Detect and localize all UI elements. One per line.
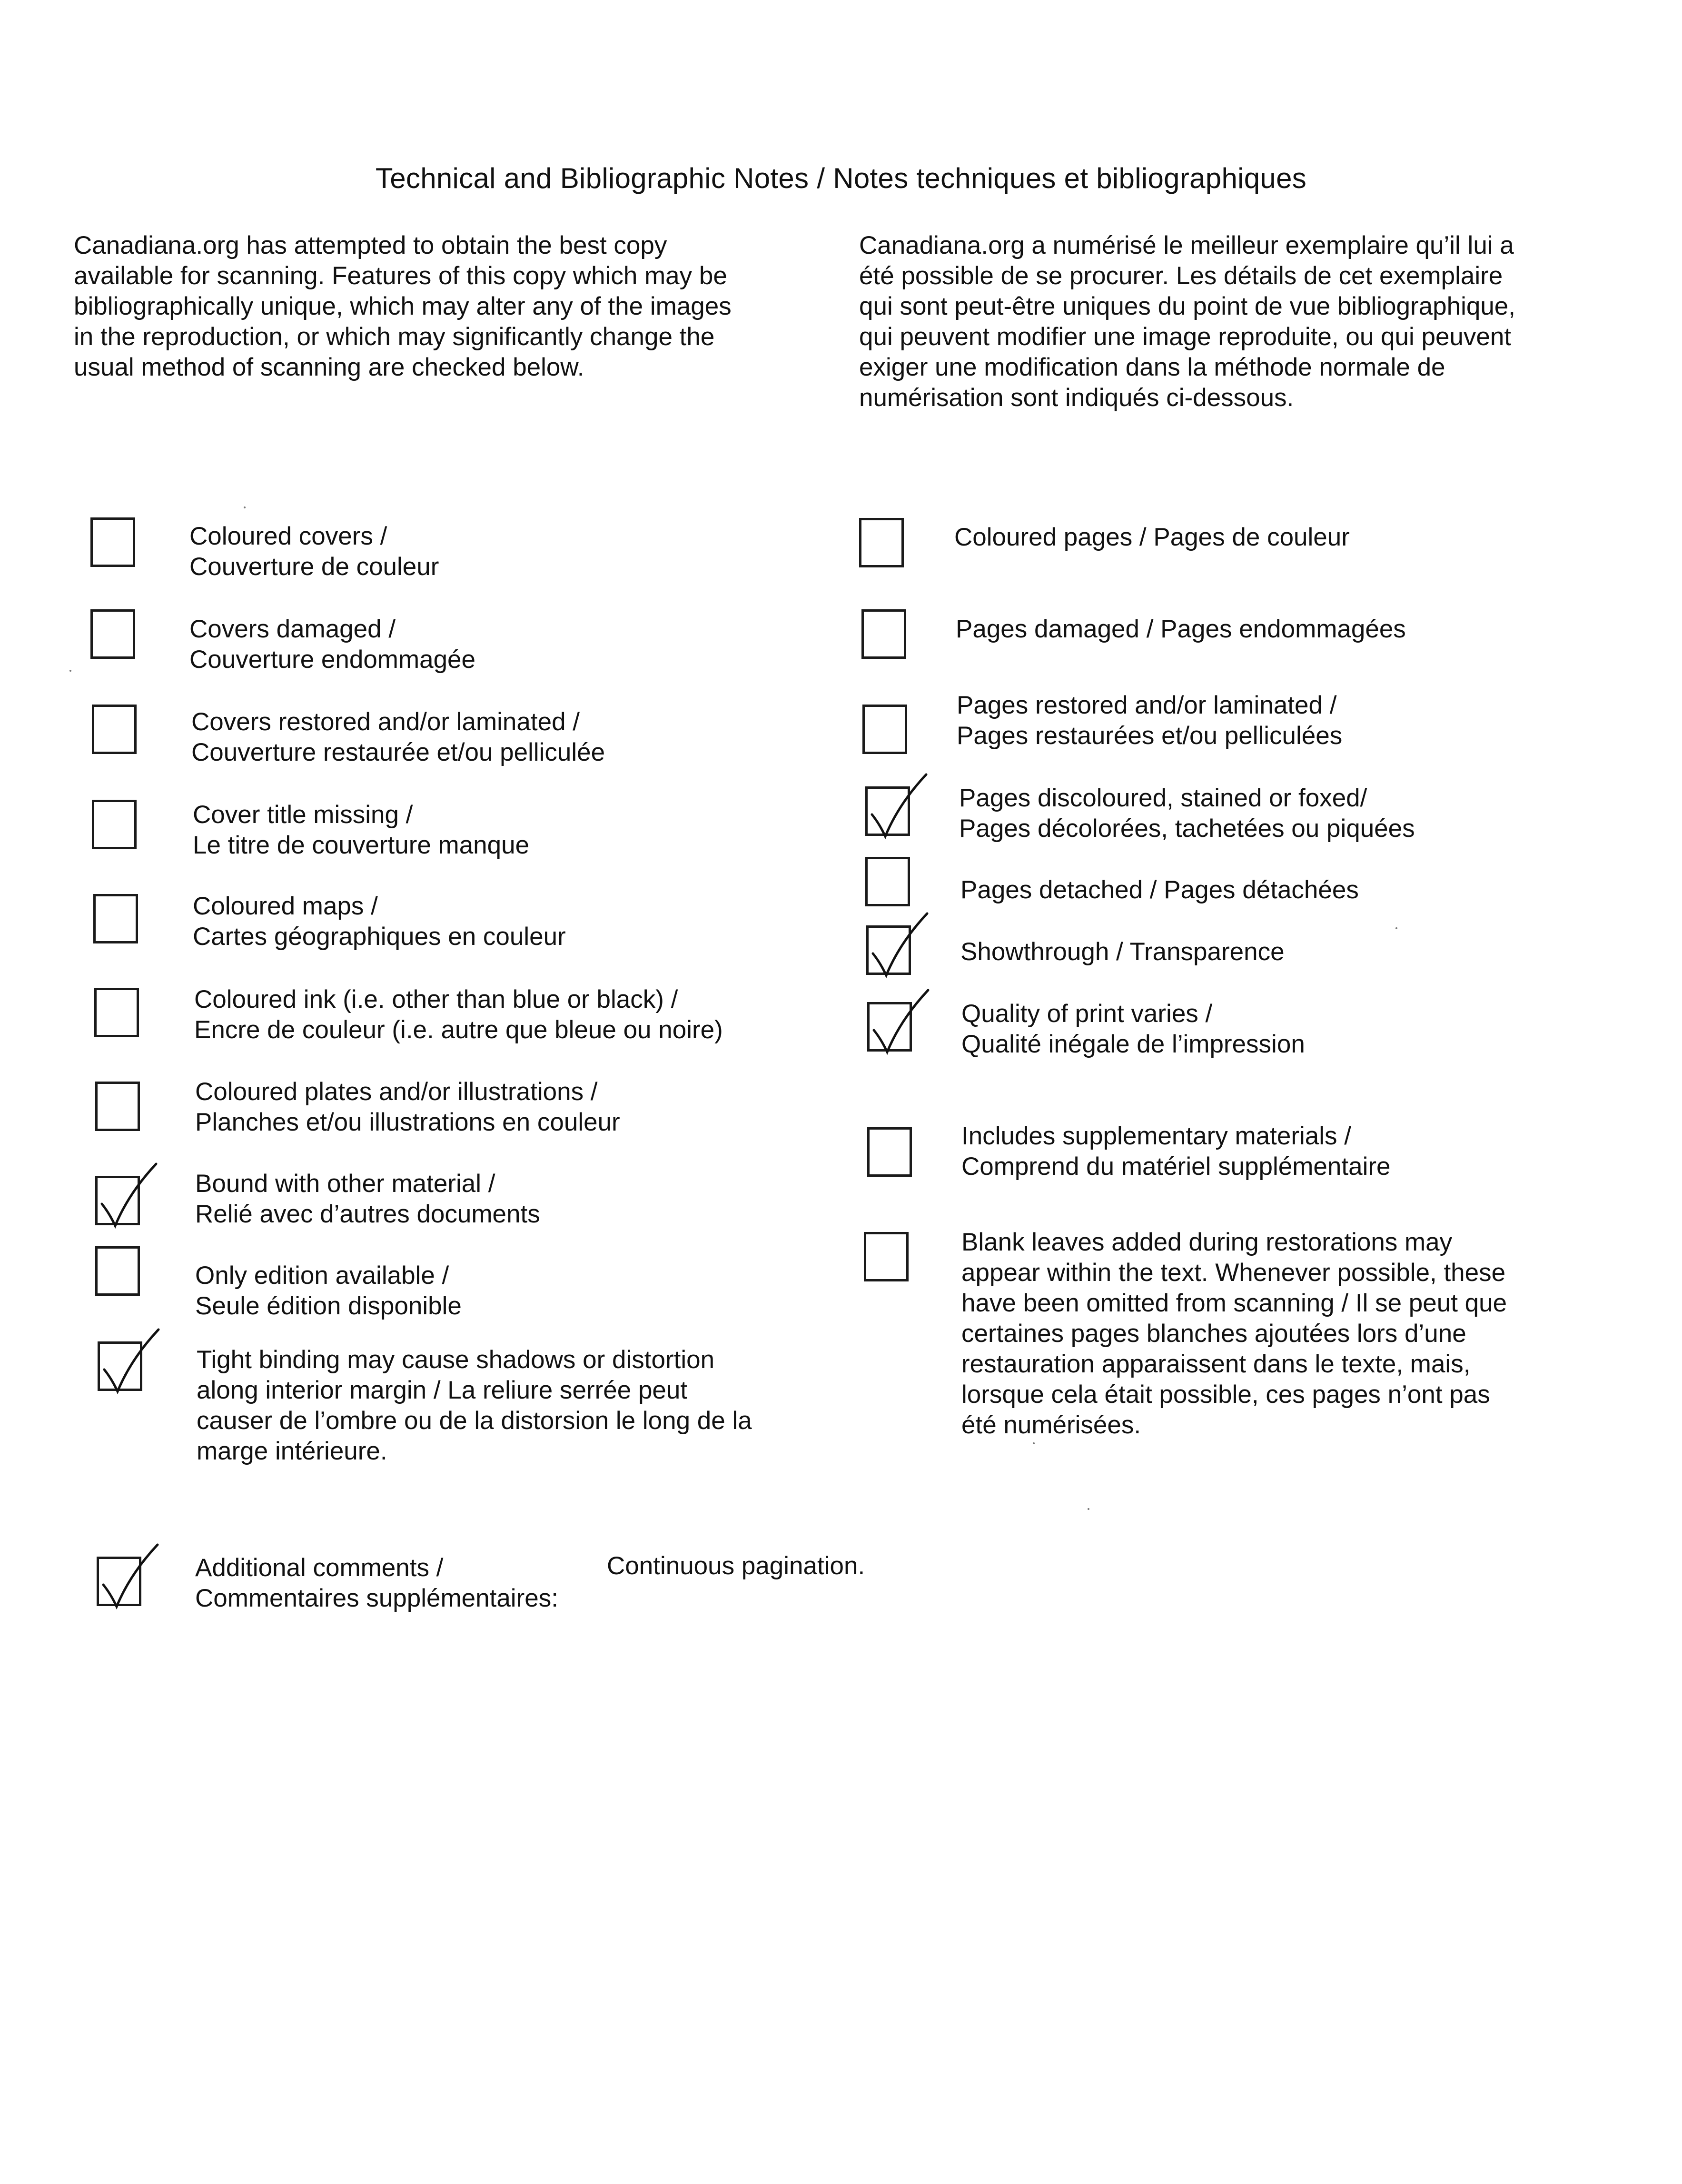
checklist-label-line: Couverture endommagée (189, 645, 476, 674)
intro-french-line: Canadiana.org a numérisé le meilleur exemplaire qu’il lui a (859, 231, 1514, 259)
checklist-label-line: Includes supplementary materials / (961, 1122, 1351, 1150)
right-checklist-label (956, 614, 1406, 645)
checklist-label-line: restauration apparaissent dans le texte, mais, (961, 1350, 1471, 1378)
left-checklist-label (189, 614, 475, 675)
intro-french-line: été possible de se procurer. Les détails de cet exemplaire (859, 262, 1503, 290)
checklist-label-line: Cover title missing / (193, 801, 413, 829)
checkmark-icon (97, 1541, 163, 1612)
checklist-label-line: Seule édition disponible (195, 1292, 462, 1320)
left-checklist-label (197, 1345, 752, 1467)
right-checkbox[interactable] (866, 925, 911, 975)
scan-speck (1395, 927, 1397, 929)
right-checkbox[interactable] (861, 609, 906, 659)
scan-speck (1088, 1508, 1089, 1510)
checkmark-stroke (873, 913, 927, 975)
right-checklist-label (960, 875, 1359, 905)
checklist-label-line: Encre de couleur (i.e. autre que bleue ou noire) (194, 1016, 723, 1044)
checklist-label-line: Pages discoloured, stained or foxed/ (959, 784, 1367, 812)
right-checkbox[interactable] (865, 857, 910, 906)
checklist-label-line: Couverture de couleur (189, 553, 439, 581)
checklist-label-line: Bound with other material / (195, 1170, 495, 1198)
left-checkbox[interactable] (95, 1176, 140, 1225)
checkmark-icon (866, 910, 933, 981)
left-checklist-label (195, 1261, 462, 1321)
left-checklist-label (193, 800, 529, 861)
checklist-label-line: Blank leaves added during restorations may (961, 1228, 1453, 1256)
checklist-label-line: Tight binding may cause shadows or distortion (197, 1346, 715, 1374)
page-title: Technical and Bibliographic Notes / Notes techniques et bibliographiques (375, 162, 1307, 194)
checklist-label-line: Relié avec d’autres documents (195, 1200, 540, 1228)
intro-french-line: numérisation sont indiqués ci-dessous. (859, 384, 1294, 412)
left-checklist-label (194, 984, 723, 1045)
checklist-label-line: Coloured ink (i.e. other than blue or black) / (194, 985, 678, 1013)
checkmark-stroke (102, 1164, 156, 1226)
checklist-label-line: Le titre de couverture manque (193, 831, 530, 859)
right-checklist-label (961, 1227, 1507, 1440)
intro-english-line: Canadiana.org has attempted to obtain the best copy (74, 231, 667, 259)
checkmark-stroke (104, 1330, 158, 1391)
checklist-label-line: Only edition available / (195, 1261, 449, 1290)
checklist-label-line: causer de l’ombre ou de la distorsion le long de la (197, 1407, 752, 1435)
right-checkbox[interactable] (859, 518, 904, 567)
checkmark-icon (867, 986, 934, 1058)
checklist-label-line: Additional comments / (195, 1554, 444, 1582)
checklist-label-line: Coloured maps / (193, 892, 378, 920)
checkmark-icon (98, 1326, 164, 1397)
intro-french-line: qui sont peut-être uniques du point de vue bibliographique, (859, 292, 1516, 320)
checklist-label-line: Coloured pages / Pages de couleur (954, 523, 1350, 551)
intro-english-line: in the reproduction, or which may significantly change the (74, 323, 715, 351)
checklist-label-line: Planches et/ou illustrations en couleur (195, 1108, 620, 1136)
left-checkbox[interactable] (90, 609, 135, 659)
left-checkbox[interactable] (95, 1246, 140, 1296)
checklist-label-line: Pages restored and/or laminated / (957, 691, 1337, 719)
checklist-label-line: along interior margin / La reliure serrée peut (197, 1376, 688, 1404)
intro-french (859, 230, 1515, 413)
checklist-label-line: have been omitted from scanning / Il se peut que (961, 1289, 1507, 1317)
right-checkbox[interactable] (867, 1127, 912, 1177)
checklist-label-line: Comprend du matériel supplémentaire (961, 1152, 1391, 1181)
left-checkbox[interactable] (92, 800, 137, 849)
intro-french-line: qui peuvent modifier une image reproduite, ou qui peuvent (859, 323, 1512, 351)
left-checklist-label (193, 891, 566, 952)
checklist-label-line: Pages damaged / Pages endommagées (956, 615, 1406, 643)
checklist-label-line: Quality of print varies / (961, 1000, 1213, 1028)
intro-french-line: exiger une modification dans la méthode normale de (859, 353, 1445, 381)
left-checkbox[interactable] (93, 894, 138, 943)
right-checkbox[interactable] (864, 1232, 909, 1281)
checklist-label-line: Couverture restaurée et/ou pelliculée (191, 738, 605, 766)
right-checklist-label (957, 690, 1342, 751)
checklist-label-line: Qualité inégale de l’impression (961, 1030, 1305, 1058)
checkmark-stroke (872, 774, 926, 836)
right-checklist-label (961, 999, 1305, 1060)
left-checkbox[interactable] (92, 705, 137, 754)
left-checklist-label (195, 1077, 620, 1138)
scan-speck (244, 506, 246, 508)
checkmark-stroke (103, 1545, 158, 1607)
checklist-label-line: lorsque cela était possible, ces pages n’ont pas (961, 1380, 1490, 1409)
checklist-label-line: Pages décolorées, tachetées ou piquées (959, 814, 1415, 843)
intro-english-line: bibliographically unique, which may alter any of the images (74, 292, 732, 320)
right-checkbox[interactable] (865, 786, 910, 836)
left-checklist-label (195, 1169, 540, 1230)
checklist-label-line: marge intérieure. (197, 1437, 387, 1465)
left-checklist-label (191, 707, 605, 768)
right-checklist-label (959, 783, 1415, 844)
checkmark-icon (865, 771, 932, 842)
intro-english-line: usual method of scanning are checked below. (74, 353, 584, 381)
checklist-label-line: Cartes géographiques en couleur (193, 923, 566, 951)
checklist-label-line: Pages restaurées et/ou pelliculées (957, 722, 1343, 750)
checkmark-icon (95, 1160, 162, 1231)
additional-comments-label (195, 1553, 558, 1614)
additional-comments-checkbox[interactable] (97, 1557, 141, 1606)
checklist-label-line: été numérisées. (961, 1411, 1141, 1439)
left-checkbox[interactable] (90, 517, 135, 567)
checklist-label-line: certaines pages blanches ajoutées lors d’une (961, 1320, 1466, 1348)
right-checklist-label (961, 1121, 1390, 1182)
checklist-label-line: Commentaires supplémentaires: (195, 1584, 558, 1612)
right-checkbox[interactable] (862, 705, 907, 754)
additional-comments-value: Continuous pagination. (607, 1552, 865, 1580)
right-checkbox[interactable] (867, 1002, 912, 1052)
left-checkbox[interactable] (94, 988, 139, 1037)
intro-english-line: available for scanning. Features of this copy which may be (74, 262, 727, 290)
right-checklist-label (960, 937, 1285, 967)
checkmark-stroke (874, 990, 928, 1052)
scan-speck (1033, 1442, 1035, 1444)
checklist-label-line: Showthrough / Transparence (960, 938, 1285, 966)
right-checklist-label (954, 522, 1350, 553)
checklist-label-line: appear within the text. Whenever possible, these (961, 1259, 1506, 1287)
checklist-label-line: Pages detached / Pages détachées (960, 876, 1359, 904)
left-checkbox[interactable] (95, 1082, 140, 1131)
checklist-label-line: Covers damaged / (189, 615, 396, 643)
checklist-label-line: Coloured plates and/or illustrations / (195, 1078, 598, 1106)
checklist-label-line: Coloured covers / (189, 522, 387, 550)
left-checklist-label (189, 521, 439, 582)
scan-speck (69, 670, 71, 672)
left-checkbox[interactable] (98, 1341, 142, 1391)
checklist-label-line: Covers restored and/or laminated / (191, 708, 580, 736)
intro-english (74, 230, 732, 383)
